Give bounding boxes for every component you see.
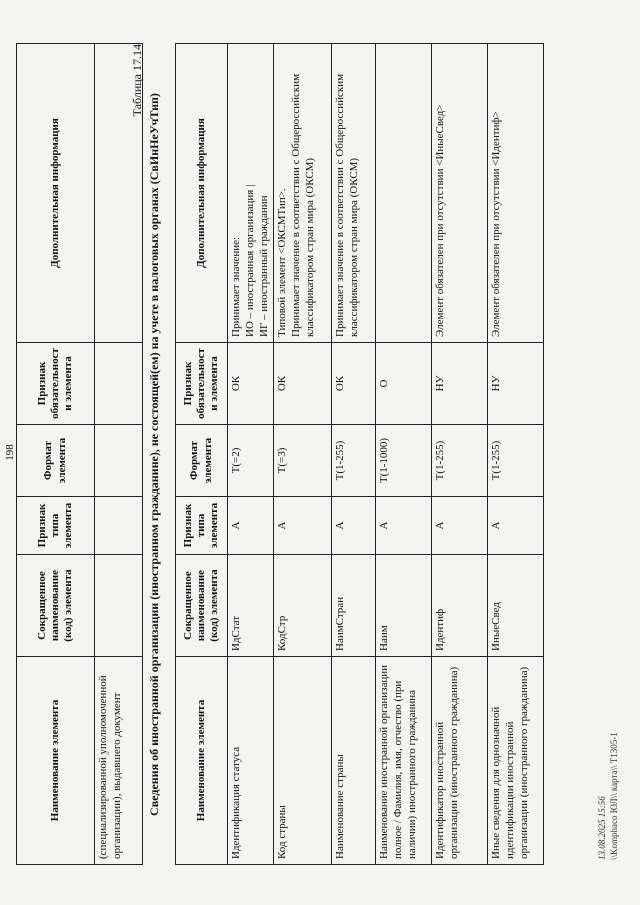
table2-cell: О xyxy=(376,343,432,425)
table1-col-header: Признак обязательности элемента xyxy=(17,343,95,425)
table2-cell: Наим xyxy=(376,555,432,657)
table2-cell: T(=3) xyxy=(274,425,332,497)
table1-cell xyxy=(95,497,143,555)
table2-row xyxy=(274,44,332,865)
table2-cell: ОК xyxy=(274,343,332,425)
table2-cell: НаимСтран xyxy=(332,555,376,657)
table2-cell: А xyxy=(376,497,432,555)
table2-row xyxy=(332,44,376,865)
table-title: Сведения об иностранной организации (иностранном гражданине), не состоящей(ем) на учете в налоговых органах (СвИнНеУчТип) xyxy=(147,93,161,816)
table2-cell: Принимает значение: ИО – иностранная организация | ИГ – иностранный гражданин xyxy=(228,44,274,343)
table1-body xyxy=(95,44,143,865)
table2-cell: Принимает значение в соответствии с Общероссийским классификатором стран мира (ОКСМ) xyxy=(332,44,376,343)
table-continuation xyxy=(16,43,143,865)
table2-cell: А xyxy=(228,497,274,555)
table2-row xyxy=(432,44,488,865)
table2-cell: T(1-255) xyxy=(332,425,376,497)
table2-row xyxy=(376,44,432,865)
table1-cell xyxy=(95,555,143,657)
table2-cell: T(1-255) xyxy=(432,425,488,497)
table1-col-header: Наименование элемента xyxy=(17,657,95,865)
table2-row xyxy=(488,44,544,865)
table2-cell: Наименование страны xyxy=(332,657,376,865)
table2-col-header: Формат элемента xyxy=(176,425,228,497)
table2-cell: Типовой элемент <ОКСМТип>. Принимает значение в соответствии с Общероссийским классификатором стран мира (ОКСМ) xyxy=(274,44,332,343)
table2-cell: А xyxy=(332,497,376,555)
footer-path: \\Komphaco ЮЛ\\ карта\\ Т1305-1 xyxy=(608,732,619,860)
footer-timestamp: 13.08.2025 15:56 xyxy=(597,796,607,860)
page-number: 198 xyxy=(4,444,16,461)
table1-col-header: Признак типа элемента xyxy=(17,497,95,555)
table2-cell: НУ xyxy=(432,343,488,425)
table1-row xyxy=(95,44,143,865)
table1-col-header: Дополнительная информация xyxy=(17,44,95,343)
table2-cell: А xyxy=(488,497,544,555)
table2-cell xyxy=(376,44,432,343)
table2-cell: ИныеСвед xyxy=(488,555,544,657)
table2-cell: А xyxy=(432,497,488,555)
table2-cell: Код страны xyxy=(274,657,332,865)
table1-col-header: Сокращенное наименование (код) элемента xyxy=(17,555,95,657)
table2-cell: T(=2) xyxy=(228,425,274,497)
table1-cell xyxy=(95,425,143,497)
print-footer xyxy=(597,732,620,860)
table2-col-header: Признак типа элемента xyxy=(176,497,228,555)
table2-cell: КодСтр xyxy=(274,555,332,657)
table2-col-header: Дополнительная информация xyxy=(176,44,228,343)
table2-col-header: Сокращенное наименование (код) элемента xyxy=(176,555,228,657)
table2-cell: Наименование иностранной организации полное / Фамилия, имя, отчество (при наличии) иностранного гражданина xyxy=(376,657,432,865)
table-svinneuch xyxy=(175,43,544,865)
table2-cell: Идентификация статуса xyxy=(228,657,274,865)
table1-cell xyxy=(95,343,143,425)
table2-cell: Идентификатор иностранной организации (иностранного гражданина) xyxy=(432,657,488,865)
table2-body xyxy=(228,44,544,865)
table2-cell: Элемент обязателен при отсутствии <Идентиф> xyxy=(488,44,544,343)
table2-col-header: Наименование элемента xyxy=(176,657,228,865)
table-number: Таблица 17.14 xyxy=(130,44,144,117)
table2-cell: А xyxy=(274,497,332,555)
table2-cell: Элемент обязателен при отсутствии <ИныеСвед> xyxy=(432,44,488,343)
table2-cell: ОК xyxy=(332,343,376,425)
table2-cell: Иные сведения для однозначной идентификации иностранной организации (иностранного гражданина) xyxy=(488,657,544,865)
table2-cell: ОК xyxy=(228,343,274,425)
table1-cell: (специализированной уполномоченной организации), выдавшего документ xyxy=(95,657,143,865)
table1-header xyxy=(17,44,95,865)
table2-col-header: Признак обязательности элемента xyxy=(176,343,228,425)
table2-cell: T(1-255) xyxy=(488,425,544,497)
table2-cell: T(1-1000) xyxy=(376,425,432,497)
table1-col-header: Формат элемента xyxy=(17,425,95,497)
table2-cell: Идентиф xyxy=(432,555,488,657)
table2-cell: ИдСтат xyxy=(228,555,274,657)
table2-cell: НУ xyxy=(488,343,544,425)
table2-row xyxy=(228,44,274,865)
table2-header xyxy=(176,44,228,865)
